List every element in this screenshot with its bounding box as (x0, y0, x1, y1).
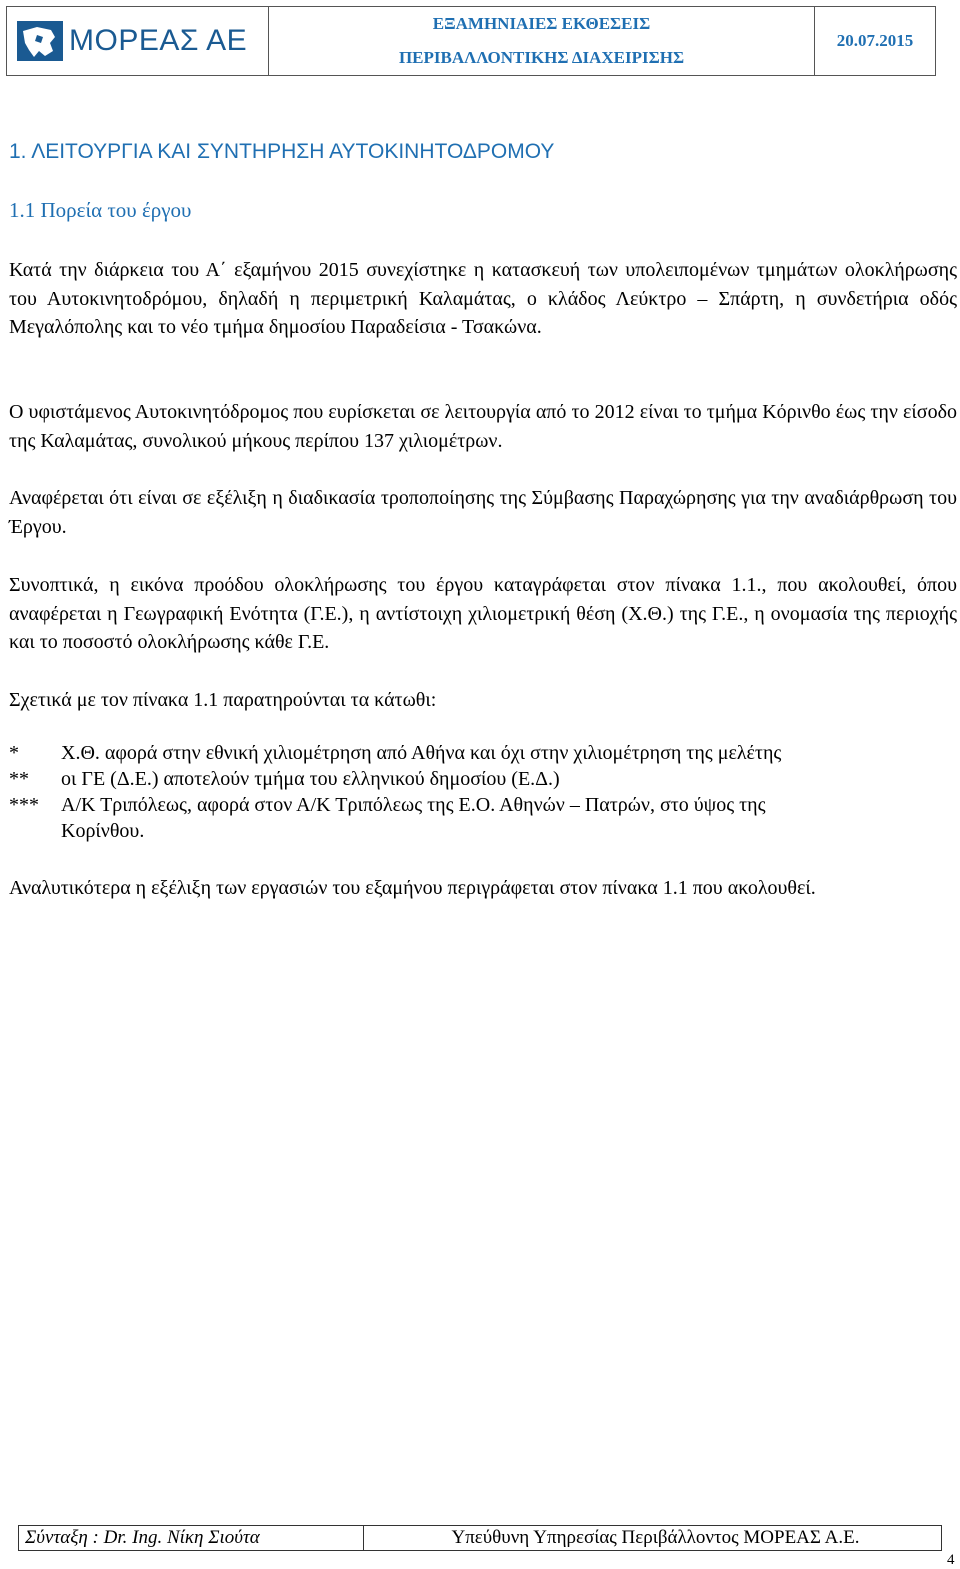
page-number: 4 (947, 1552, 955, 1568)
logo-text: ΜΟΡΕΑΣ ΑΕ (69, 24, 248, 57)
note-mark: ** (9, 768, 29, 790)
report-date: 20.07.2015 (836, 31, 914, 50)
note-mark: * (9, 742, 19, 764)
report-title (269, 7, 815, 75)
page-header (6, 6, 936, 76)
company-logo (7, 7, 269, 75)
peloponnese-map-icon (17, 21, 63, 61)
paragraph-3: Αναφέρεται ότι είναι σε εξέλιξη η διαδικασία τροποποίησης της Σύμβασης Παραχώρησης για την αναδιάρθρωση του Έργου. (9, 487, 957, 538)
page-footer (18, 1525, 942, 1551)
footer-author: Σύνταξη : Dr. Ing. Νίκη Σιούτα (19, 1526, 364, 1550)
paragraph-2: Ο υφιστάμενος Αυτοκινητόδρομος που ευρίσκεται σε λειτουργία από το 2012 είναι το τμήμα Κόρινθο έως την είσοδο της Καλαμάτας, συνολικού μήκους περίπου 137 χιλιομέτρων. (9, 401, 957, 452)
paragraph-4: Συνοπτικά, η εικόνα προόδου ολοκλήρωσης του έργου καταγράφεται στον πίνακα 1.1., που ακολουθεί, όπου αναφέρεται η Γεωγραφική Ενότητα (Γ.Ε.), η αντίστοιχη χιλιομετρική θέση (Χ.Θ.) της Γ.Ε., η ονομασία της περιοχής και το ποσοστό ολοκλήρωσης κάθε Γ.Ε. (9, 574, 957, 653)
note-mark: *** (9, 794, 39, 816)
section-heading: 1. ΛΕΙΤΟΥΡΓΙΑ ΚΑΙ ΣΥΝΤΗΡΗΣΗ ΑΥΤΟΚΙΝΗΤΟΔΡΟΜΟΥ (9, 140, 555, 163)
note-text: Α/Κ Τριπόλεως, αφορά στον Α/Κ Τριπόλεως της Ε.Ο. Αθηνών – Πατρών, στο ύψος της (61, 794, 766, 816)
note-2 (9, 766, 560, 792)
report-title-line1: ΕΞΑΜΗΝΙΑΙΕΣ ΕΚΘΕΣΕΙΣ (432, 14, 651, 33)
report-title-line2: ΠΕΡΙΒΑΛΛΟΝΤΙΚΗΣ ΔΙΑΧΕΙΡΙΣΗΣ (398, 48, 685, 67)
paragraph-1: Κατά την διάρκεια του Α΄ εξαμήνου 2015 συνεχίστηκε η κατασκευή των υπολειπομένων τμημάτων ολοκλήρωσης του Αυτοκινητοδρόμου, δηλαδή η περιμετρική Καλαμάτας, ο κλάδος Λεύκτρο – Σπάρτη, η συνδετήρια οδός Μεγαλόπολης και το νέο τμήμα δημοσίου Παραδείσια - Τσακώνα. (9, 259, 957, 338)
note-text: Χ.Θ. αφορά στην εθνική χιλιομέτρηση από Αθήνα και όχι στην χιλιομέτρηση της μελέτης (61, 742, 782, 764)
note-text-continued: Κορίνθου. (61, 820, 145, 842)
note-text: οι ΓΕ (Δ.Ε.) αποτελούν τμήμα του ελληνικού δημοσίου (Ε.Δ.) (61, 768, 560, 790)
subsection-heading: 1.1 Πορεία του έργου (9, 198, 192, 222)
footer-office: Υπεύθυνη Υπηρεσίας Περιβάλλοντος ΜΟΡΕΑΣ Α.Ε. (451, 1527, 860, 1548)
paragraph-5: Σχετικά με τον πίνακα 1.1 παρατηρούνται τα κάτωθι: (9, 689, 437, 711)
closing-paragraph: Αναλυτικότερα η εξέλιξη των εργασιών του εξαμήνου περιγράφεται στον πίνακα 1.1 που ακολουθεί. (9, 877, 816, 899)
note-3 (9, 792, 766, 844)
note-1 (9, 740, 781, 766)
